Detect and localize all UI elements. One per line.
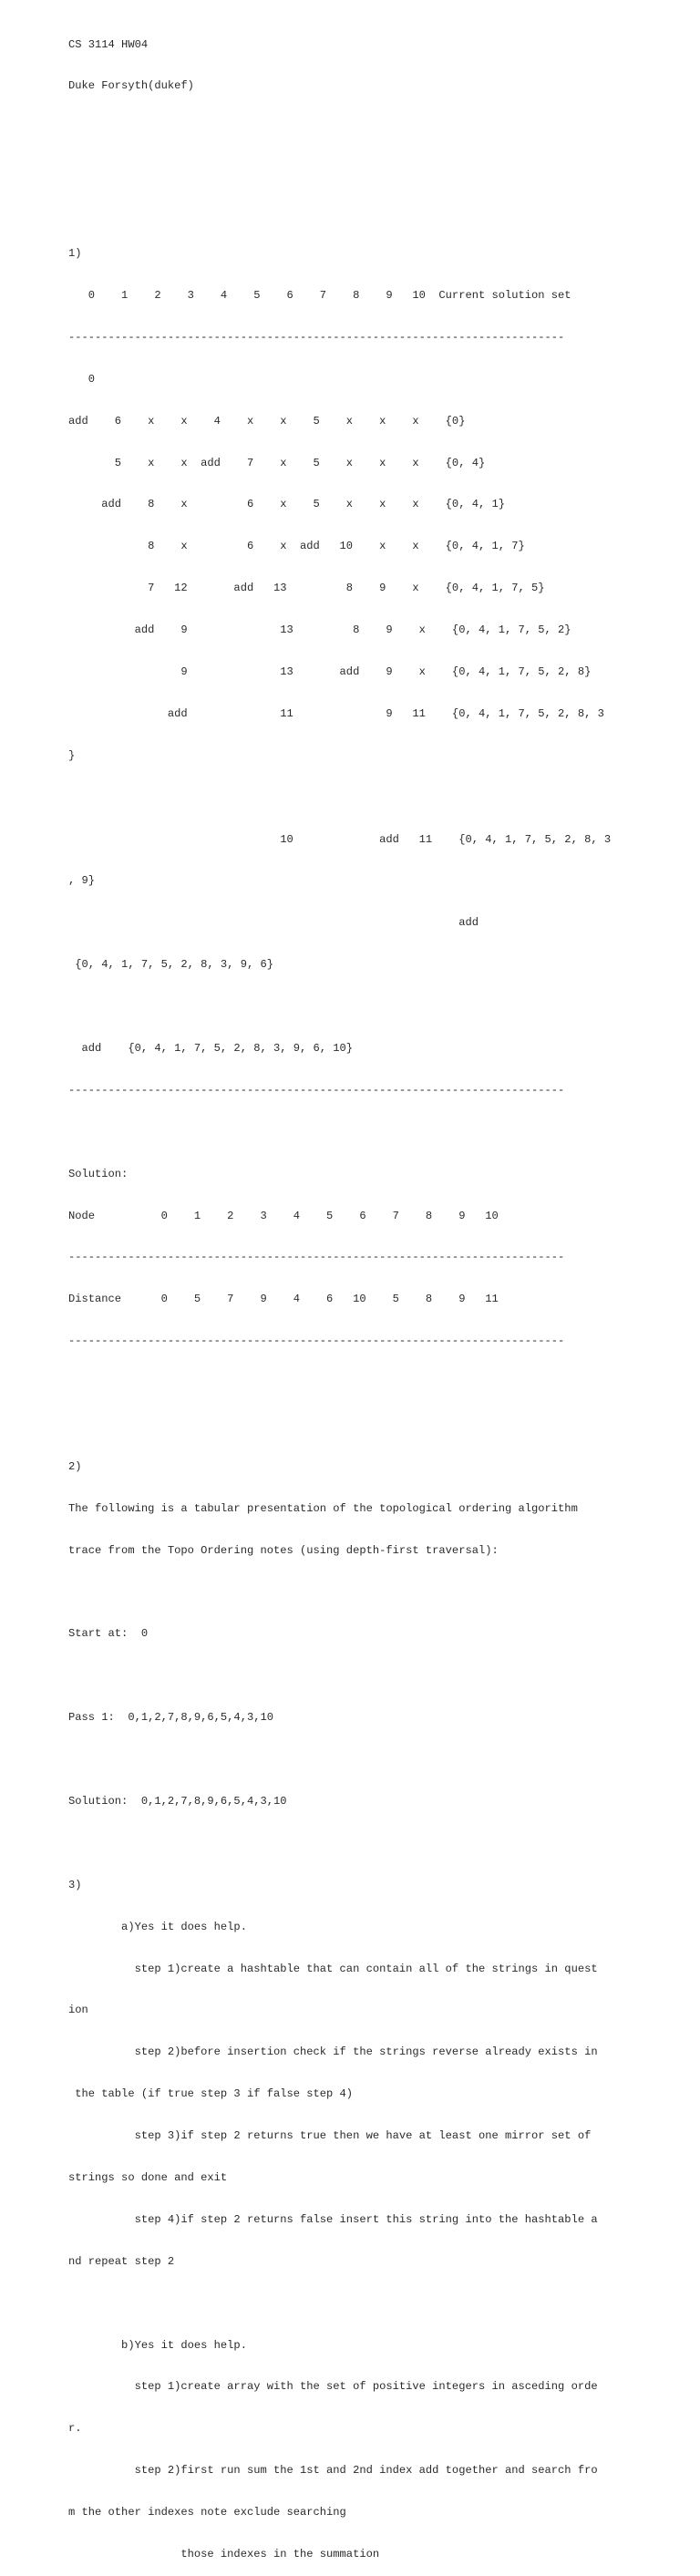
trace-row: 0 <box>68 372 96 386</box>
divider: --------------------------------------------------------------------------- <box>68 1334 565 1348</box>
trace-row: } <box>68 748 76 762</box>
q3-label: 3) <box>68 1878 82 1891</box>
q2-text: The following is a tabular presentation of the topological ordering algorithm <box>68 1501 578 1515</box>
q3b-line: step 1)create array with the set of positive integers in asceding orde <box>68 2380 598 2394</box>
trace-row <box>68 1000 611 1014</box>
q2-text: trace from the Topo Ordering notes (using depth-first traversal): <box>68 1543 499 1557</box>
author-line: Duke Forsyth(dukef) <box>68 79 194 93</box>
q3a-line: nd repeat step 2 <box>68 2254 175 2268</box>
homework-document <box>68 10 611 2576</box>
q2-pass: Pass 1: 0,1,2,7,8,9,6,5,4,3,10 <box>68 1711 273 1725</box>
q3a-line: strings so done and exit <box>68 2171 228 2185</box>
q3b-line: step 2)first run sum the 1st and 2nd index add together and search fro <box>68 2464 598 2478</box>
trace-row: 5 x x add 7 x 5 x x x {0, 4} <box>68 456 486 469</box>
divider: --------------------------------------------------------------------------- <box>68 1083 565 1097</box>
trace-row: add <box>68 916 479 930</box>
q3a-line: step 3)if step 2 returns true then we have at least one mirror set of <box>68 2129 592 2143</box>
trace-row: 7 12 add 13 8 9 x {0, 4, 1, 7, 5} <box>68 582 545 595</box>
q3a-line: ion <box>68 2004 88 2017</box>
q2-label: 2) <box>68 1459 82 1473</box>
trace-row <box>68 791 611 805</box>
q3b-line: m the other indexes note exclude searching <box>68 2506 346 2519</box>
course-title: CS 3114 HW04 <box>68 37 149 51</box>
q2-solution: Solution: 0,1,2,7,8,9,6,5,4,3,10 <box>68 1795 287 1808</box>
trace-row: 10 add 11 {0, 4, 1, 7, 5, 2, 8, 3 <box>68 832 612 846</box>
q3b-line: b)Yes it does help. <box>68 2338 247 2352</box>
q3b-line: those indexes in the summation <box>68 2548 380 2561</box>
solution-label: Solution: <box>68 1167 129 1180</box>
trace-row: 9 13 add 9 x {0, 4, 1, 7, 5, 2, 8} <box>68 665 592 678</box>
q3a-line: the table (if true step 3 if false step 4) <box>68 2087 354 2101</box>
trace-row: add 6 x x 4 x x 5 x x x {0} <box>68 414 466 428</box>
trace-row: {0, 4, 1, 7, 5, 2, 8, 3, 9, 6} <box>68 958 273 972</box>
q3a-line: step 1)create a hashtable that can contain all of the strings in quest <box>68 1962 598 1975</box>
q1-label: 1) <box>68 247 82 261</box>
trace-row: add 8 x 6 x 5 x x x {0, 4, 1} <box>68 498 505 511</box>
divider: --------------------------------------------------------------------------- <box>68 330 565 344</box>
trace-row: add 11 9 11 {0, 4, 1, 7, 5, 2, 8, 3 <box>68 706 604 720</box>
trace-row: , 9} <box>68 874 96 888</box>
trace-row: add 9 13 8 9 x {0, 4, 1, 7, 5, 2} <box>68 623 571 637</box>
trace-row: 8 x 6 x add 10 x x {0, 4, 1, 7} <box>68 540 525 553</box>
divider: --------------------------------------------------------------------------- <box>68 1251 565 1264</box>
node-row: Node 0 1 2 3 4 5 6 7 8 9 10 <box>68 1209 499 1222</box>
distance-row: Distance 0 5 7 9 4 6 10 5 8 9 11 <box>68 1293 499 1306</box>
q1-table-header: 0 1 2 3 4 5 6 7 8 9 10 Current solution set <box>68 288 571 302</box>
q3a-line: step 4)if step 2 returns false insert this string into the hashtable a <box>68 2212 598 2226</box>
q3a-line: a)Yes it does help. <box>68 1920 247 1933</box>
q3b-line: r. <box>68 2422 82 2436</box>
trace-row: add {0, 4, 1, 7, 5, 2, 8, 3, 9, 6, 10} <box>68 1041 354 1055</box>
q2-start: Start at: 0 <box>68 1627 149 1641</box>
q3a-line: step 2)before insertion check if the strings reverse already exists in <box>68 2045 598 2059</box>
